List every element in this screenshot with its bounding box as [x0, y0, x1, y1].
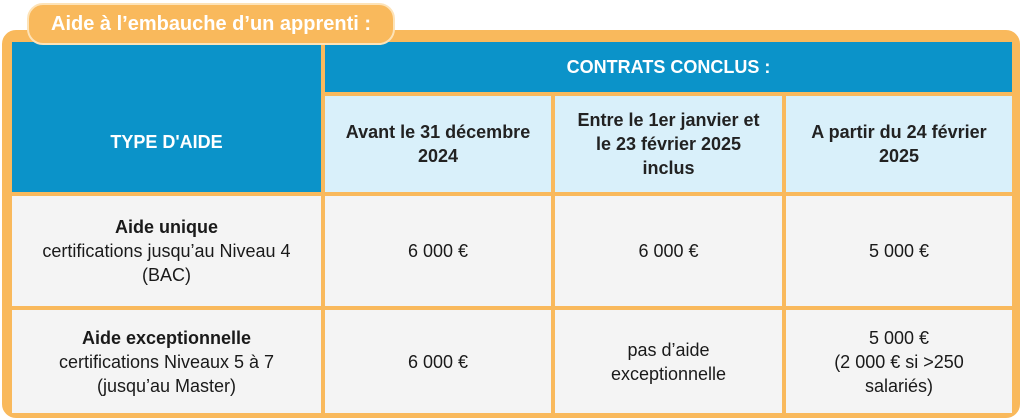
column-header-1-line2: 2024 [417, 146, 459, 166]
column-header-3 [786, 96, 1012, 192]
cell-value-line1: pas d’aide [627, 339, 710, 360]
cell-value: 6 000 € [407, 241, 469, 261]
table-cell [555, 196, 782, 306]
cell-value-line3: salariés) [864, 375, 934, 396]
row-header-aide-exceptionnelle [12, 310, 321, 413]
table-cell [555, 310, 782, 413]
table-cell [325, 310, 551, 413]
cell-value-line2: (2 000 € si >250 [834, 351, 964, 372]
column-header-2 [555, 96, 782, 192]
aid-table [12, 42, 1008, 408]
cell-value: 6 000 € [407, 351, 469, 372]
row-name: Aide unique [115, 217, 218, 237]
column-header-1 [325, 96, 551, 192]
row-desc-line1: certifications jusqu’au Niveau 4 [42, 241, 291, 261]
table-cell [786, 310, 1012, 413]
table-cell [325, 196, 551, 306]
row-desc-line2: (jusqu’au Master) [96, 375, 237, 396]
column-header-2-line3: inclus [642, 158, 695, 178]
column-header-1-line1: Avant le 31 décembre [345, 122, 531, 142]
table-cell [786, 196, 1012, 306]
row-header-aide-unique [12, 196, 321, 306]
row-desc-line1: certifications Niveaux 5 à 7 [58, 351, 275, 372]
type-aide-header: TYPE D'AIDE [12, 42, 321, 192]
cell-value: 6 000 € [638, 241, 699, 261]
column-header-2-line2: le 23 février 2025 [595, 134, 742, 154]
column-header-3-line2: 2025 [878, 146, 920, 166]
row-desc-line2: (BAC) [142, 265, 191, 285]
cell-value-line1: 5 000 € [868, 327, 930, 348]
column-header-2-line1: Entre le 1er janvier et [577, 110, 760, 130]
cell-value: 5 000 € [868, 241, 930, 261]
contrats-conclus-header: CONTRATS CONCLUS : [325, 42, 1012, 92]
table-title: Aide à l’embauche d’un apprenti : [27, 3, 395, 45]
column-header-3-line1: A partir du 24 février [811, 122, 987, 142]
cell-value-line2: exceptionnelle [610, 363, 727, 384]
row-name: Aide exceptionnelle [81, 327, 252, 348]
